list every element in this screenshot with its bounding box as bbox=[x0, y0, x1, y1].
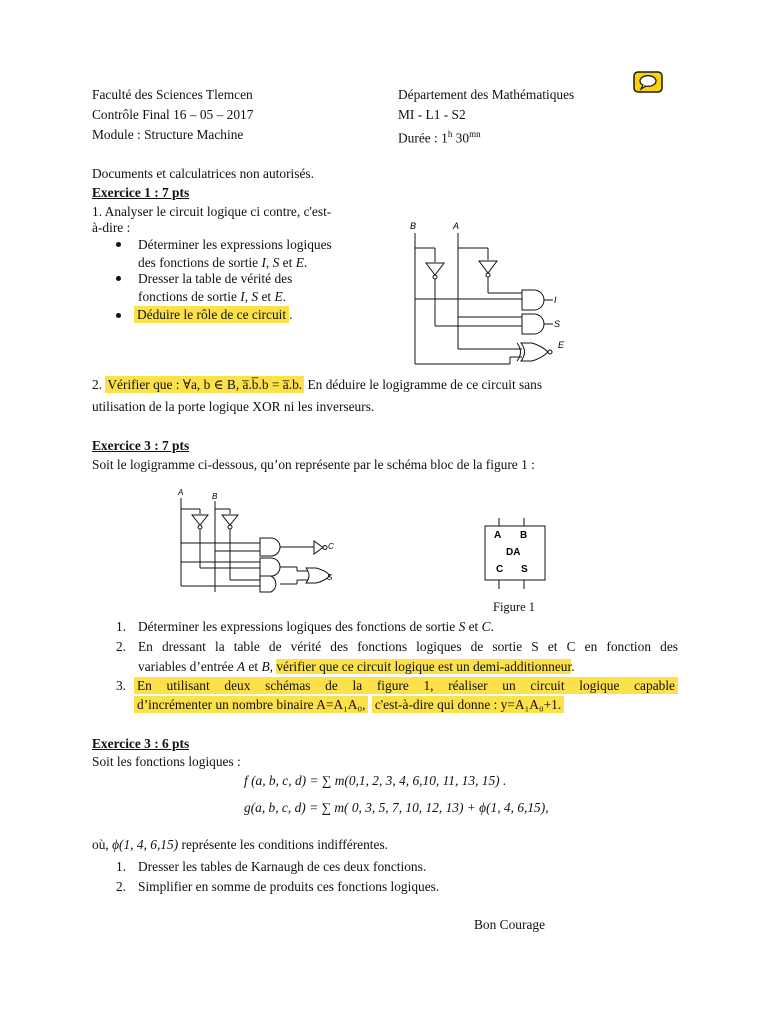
ex3-item2-number: 2. bbox=[116, 639, 127, 654]
function-f: f (a, b, c, d) = ∑ m(0,1, 2, 3, 4, 6,10, 11, 13, 15) . bbox=[244, 773, 507, 788]
circuit-label-i: I bbox=[554, 295, 557, 305]
exam-duration: Durée : 1$^h$ $30^{mn}$ bbox=[398, 129, 481, 146]
circuit-label-e: E bbox=[558, 340, 565, 350]
ex1-bullet2-line2: fonctions de sortie I, S et E. bbox=[138, 289, 287, 304]
ex3b-item1-number: 1. bbox=[116, 859, 127, 874]
bullet-icon bbox=[116, 242, 121, 247]
ex1-logic-circuit bbox=[400, 218, 580, 368]
ex3-item3-number: 3. bbox=[116, 678, 127, 693]
ex3-item1-text: Déterminer les expressions logiques des fonctions de sortie S et C. bbox=[138, 619, 494, 634]
ex3b-item1-text: Dresser les tables de Karnaugh de ces deux fonctions. bbox=[138, 859, 427, 874]
block-output-c: C bbox=[496, 564, 504, 575]
ex1-bullet1-line1: Déterminer les expressions logiques bbox=[138, 237, 332, 252]
ex1-bullet2-line1: Dresser la table de vérité des bbox=[138, 271, 293, 286]
ex3-logic-circuit bbox=[172, 486, 352, 594]
circuit-label-s: S bbox=[554, 319, 561, 329]
module-name: Module : Structure Machine bbox=[92, 127, 244, 142]
ex3-item2-line1: En dressant la table de vérité des fonctions logiques de sortie S et C en fonction des bbox=[138, 639, 678, 654]
block-input-b: B bbox=[520, 530, 528, 541]
exercise3-title: Exercice 3 : 7 pts bbox=[92, 438, 190, 453]
department-name: Département des Mathématiques bbox=[398, 87, 575, 102]
exercise1-title: Exercice 1 : 7 pts bbox=[92, 185, 190, 200]
circuit-label-s: S bbox=[327, 573, 333, 582]
ex1-question2-line1: 2. Vérifier que : ∀a, b ∈ B, a̅.b̅.b = a̅.b. En déduire le logigramme de ce circuit sans bbox=[92, 377, 543, 392]
bullet-icon bbox=[116, 313, 121, 318]
circuit-label-c: C bbox=[328, 542, 334, 551]
ex3b-item2-text: Simplifier en somme de produits ces fonctions logiques. bbox=[138, 879, 440, 894]
ex3b-intro: Soit les fonctions logiques : bbox=[92, 754, 241, 769]
function-g: g(a, b, c, d) = ∑ m( 0, 3, 5, 7, 10, 12, 13) + ϕ(1, 4, 6,15), bbox=[244, 800, 549, 815]
ex3-item3-line2: d’incrémenter un nombre binaire A=A₁A₀, c'est-à-dire qui donne : y=A₁A₀+1. bbox=[134, 696, 564, 713]
circuit-label-a: A bbox=[178, 488, 184, 497]
ex3-intro: Soit le logigramme ci-dessous, qu’on représente par le schéma bloc de la figure 1 : bbox=[92, 457, 535, 472]
dont-care-note: où, ϕ(1, 4, 6,15) représente les conditions indifférentes. bbox=[92, 837, 389, 852]
ex1-question1-line2: à-dire : bbox=[92, 220, 131, 235]
ex3-item2-line2: variables d’entrée A et B, vérifier que ce circuit logique est un demi-additionneur. bbox=[138, 659, 575, 674]
ex3-item3-line1: En utilisant deux schémas de la figure 1, réaliser un circuit logique capable bbox=[134, 677, 678, 694]
ex1-bullet1-line2: des fonctions de sortie I, S et E. bbox=[138, 255, 308, 270]
block-input-a: A bbox=[494, 530, 502, 541]
ex3b-item2-number: 2. bbox=[116, 879, 127, 894]
ex1-question2-line2: utilisation de la porte logique XOR ni les inverseurs. bbox=[92, 399, 375, 414]
class-level: MI - L1 - S2 bbox=[398, 107, 466, 122]
ex3-item1-number: 1. bbox=[116, 619, 127, 634]
ex1-question1-line1: 1. Analyser le circuit logique ci contre, c'est- bbox=[92, 204, 332, 219]
closing-text: Bon Courage bbox=[474, 917, 546, 932]
comment-icon[interactable] bbox=[633, 71, 663, 93]
block-output-s: S bbox=[521, 564, 528, 575]
circuit-label-b: B bbox=[410, 221, 417, 231]
exam-date: Contrôle Final 16 – 05 – 2017 bbox=[92, 107, 254, 122]
exercise3b-title: Exercice 3 : 6 pts bbox=[92, 736, 190, 751]
exam-notice: Documents et calculatrices non autorisés. bbox=[92, 166, 314, 181]
bullet-icon bbox=[116, 276, 121, 281]
ex1-bullet3: Déduire le rôle de ce circuit . bbox=[134, 306, 292, 323]
circuit-label-b: B bbox=[212, 492, 218, 501]
figure-caption: Figure 1 bbox=[493, 600, 536, 614]
circuit-label-a: A bbox=[453, 221, 460, 231]
half-adder-block bbox=[480, 518, 550, 590]
block-title: DA bbox=[506, 547, 521, 558]
faculty-name: Faculté des Sciences Tlemcen bbox=[92, 87, 253, 102]
